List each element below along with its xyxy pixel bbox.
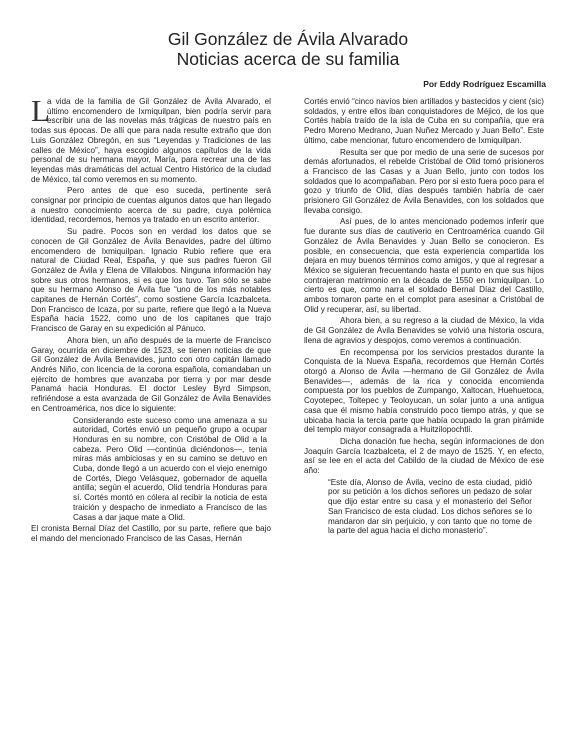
paragraph: Su padre. Pocos son en verdad los datos que se conocen de Gil González de Ávila Benavides, padre del último encomendero de Ixmiquilpan. Ignacio Rubio refiere que era natural de Ciudad Real, España, y que sus padres fueron Gil González de Ávila y Elena de Villalobos. Ninguna información hay sobre sus otros hermanos, si es que los tuvo. Tan sólo se sabe que su hermano Alonso de Ávila fue “uno de los más notables capitanes de Hernán Cortés”, como sostiene García Icazbalceta. Don Francisco de Icaza, por su parte, refiere que llegó a la Nueva España hacia 1522, como uno de los capitanes que trajo Francisco de Garay en su expedición al Pánuco.: [31, 227, 271, 334]
paragraph: [31, 93, 271, 184]
paragraph: Así pues, de lo antes mencionado podemos inferir que fue durante sus días de cautiverio en Centroamérica cuando Gil González de Ávila Benavides y Juan Bello se conocieron. Es posible, en consecuencia, que esta experiencia compartida los dejara en muy buenos términos como amigos, y que al regresar a México se siguieran frecuentando hasta el punto en que sus hijos contrajeran matrimonio en la década de 1550 en Ixmiquilpan. Lo cierto es que, como narra el soldado Bernal Díaz del Castillo, ambos tomaron parte en el complot para asesinar a Cristóbal de Olid y recuperar, así, su libertad.: [304, 217, 544, 314]
paragraph: Dicha donación fue hecha, según informaciones de don Joaquín García Icazbalceta, el 2 de mayo de 1525. Y, en efecto, así se lee en el acta del Cabildo de la ciudad de México de ese año:: [304, 436, 544, 476]
paragraph: Ahora bien, a su regreso a la ciudad de México, la vida de Gil González de Ávila Benavides se volvió una historia oscura, llena de agravios y despojos, como veremos a continuación.: [304, 316, 544, 345]
right-column: [304, 97, 544, 538]
title-line-1: Gil González de Ávila Alvarado: [167, 29, 409, 49]
drop-cap: L: [31, 93, 50, 128]
paragraph: Cortés envió “cinco navíos bien artillados y bastecidos y cient (sic) soldados, y entre ellos iban conquistadores de Méjico, de los que Cortés había traído de la isla de Cuba en su compañía, que era Pedro Moreno Medrano, Juan Nuñez Mercado y Juan Bello”. Este último, cabe mencionar, futuro encomendero de Ixmiquilpan.: [304, 97, 544, 145]
paragraph: Pero antes de que eso suceda, pertinente será consignar por principio de cuentas algunos datos que han llegado a nuestro conocimiento acerca de su padre, cuya polémica identidad, recordemos, hemos ya tratado en un escrito anterior.: [31, 186, 271, 225]
paragraph: Resulta ser que por medio de una serie de sucesos por demás afortunados, el rebelde Cristóbal de Olid tomó prisioneros a Francisco de las Casas y a Juan Bello, junto con todos los soldados que lo acompañaban. Pero por si esto fuera poco para el gozo y triunfo de Olid, días después también habría de caer prisionero Gil González de Ávila Benavides, con los soldados que llevaba consigo.: [304, 147, 544, 215]
paragraph: Ahora bien, un año después de la muerte de Francisco Garay, ocurrida en diciembre de 1523, se tienen noticias de que Gil González de Ávila Benavides, junto con otro capitán llamado Andrés Niño, con licencia de la corona española, comandaban un ejército de hombres que avanzaba por tierra y por mar desde Panamá hacia Honduras. El doctor Lesley Byrd Simpson, refiriéndose a esta avanzada de Gil González de Ávila Benavides en Centroamérica, nos dice lo siguiente:: [31, 335, 271, 413]
block-quote: Considerando este suceso como una amenaza a su autoridad, Cortés envió un pequeño grupo a ocupar Honduras en su nombre, con Cristóbal de Olid a la cabeza. Pero Olid —continúa diciéndonos—, tenía miras más ambiciosas y en su camino se detuvo en Cuba, donde llegó a un acuerdo con el viejo enemigo de Cortés, Diego Velásquez, gobernador de aquella antilla; según el acuerdo, Olid tendría Honduras para sí. Cortés montó en cólera al recibir la noticia de esta traición y despacho de inmediato a Francisco de las Casas a dar jaque mate a Olid.: [73, 415, 267, 522]
title-line-2: Noticias acerca de su familia: [176, 49, 400, 69]
paragraph: En recompensa por los servicios prestados durante la Conquista de la Nueva España, recordemos que Hernán Cortés otorgó a Alonso de Ávila —hermano de Gil González de Ávila Benavides—, además de la rica y conocida encomienda compuesta por los pueblos de Zumpango, Xaltocan, Huehuetoca, Coyotepec, Toltepec y Teoloyucan, un solar junto a una antigua casa que él mismo había construido poco tiempo atrás, y que se ubicaba hacia la tercia parte que había ocupado la gran pirámide del templo mayor consagrada a Huitzilopochtli.: [304, 347, 544, 435]
author-byline: Por Eddy Rodríguez Escamilla: [423, 79, 546, 89]
paragraph-text: a vida de la familia de Gil González de Ávila Alvarado, el último encomendero de Ixmiquilpan, bien podría servir para escribir una de las novelas más trágicas de nuestro país en todas sus épocas. De allí que para nada resulte extraño que don Luis González Obregón, en sus “Leyendas y Tradiciones de las calles de México”, haya escogido algunos capítulos de la vida personal de su hermana mayor, María, para recrear una de las leyendas más dramáticas del actual Centro Histórico de la ciudad de México, tal como veremos en su momento.: [31, 97, 271, 184]
article-title: [0, 29, 576, 69]
block-quote: “Este día, Alonso de Ávila, vecino de esta ciudad, pidió por su petición a los dichos señores un pedazo de solar que dijo estar entre su casa y el monasterio del Señor San Francisco de esta ciudad. Los dichos señores se lo mandaron dar sin perjuicio, y con tanto que no tome de la parte del agua hacia el dicho monasterio”.: [328, 477, 532, 536]
left-column: [31, 93, 271, 546]
paragraph: El cronista Bernal Díaz del Castillo, por su parte, refiere que bajo el mando del mencionado Francisco de las Casas, Hernán: [31, 524, 271, 543]
